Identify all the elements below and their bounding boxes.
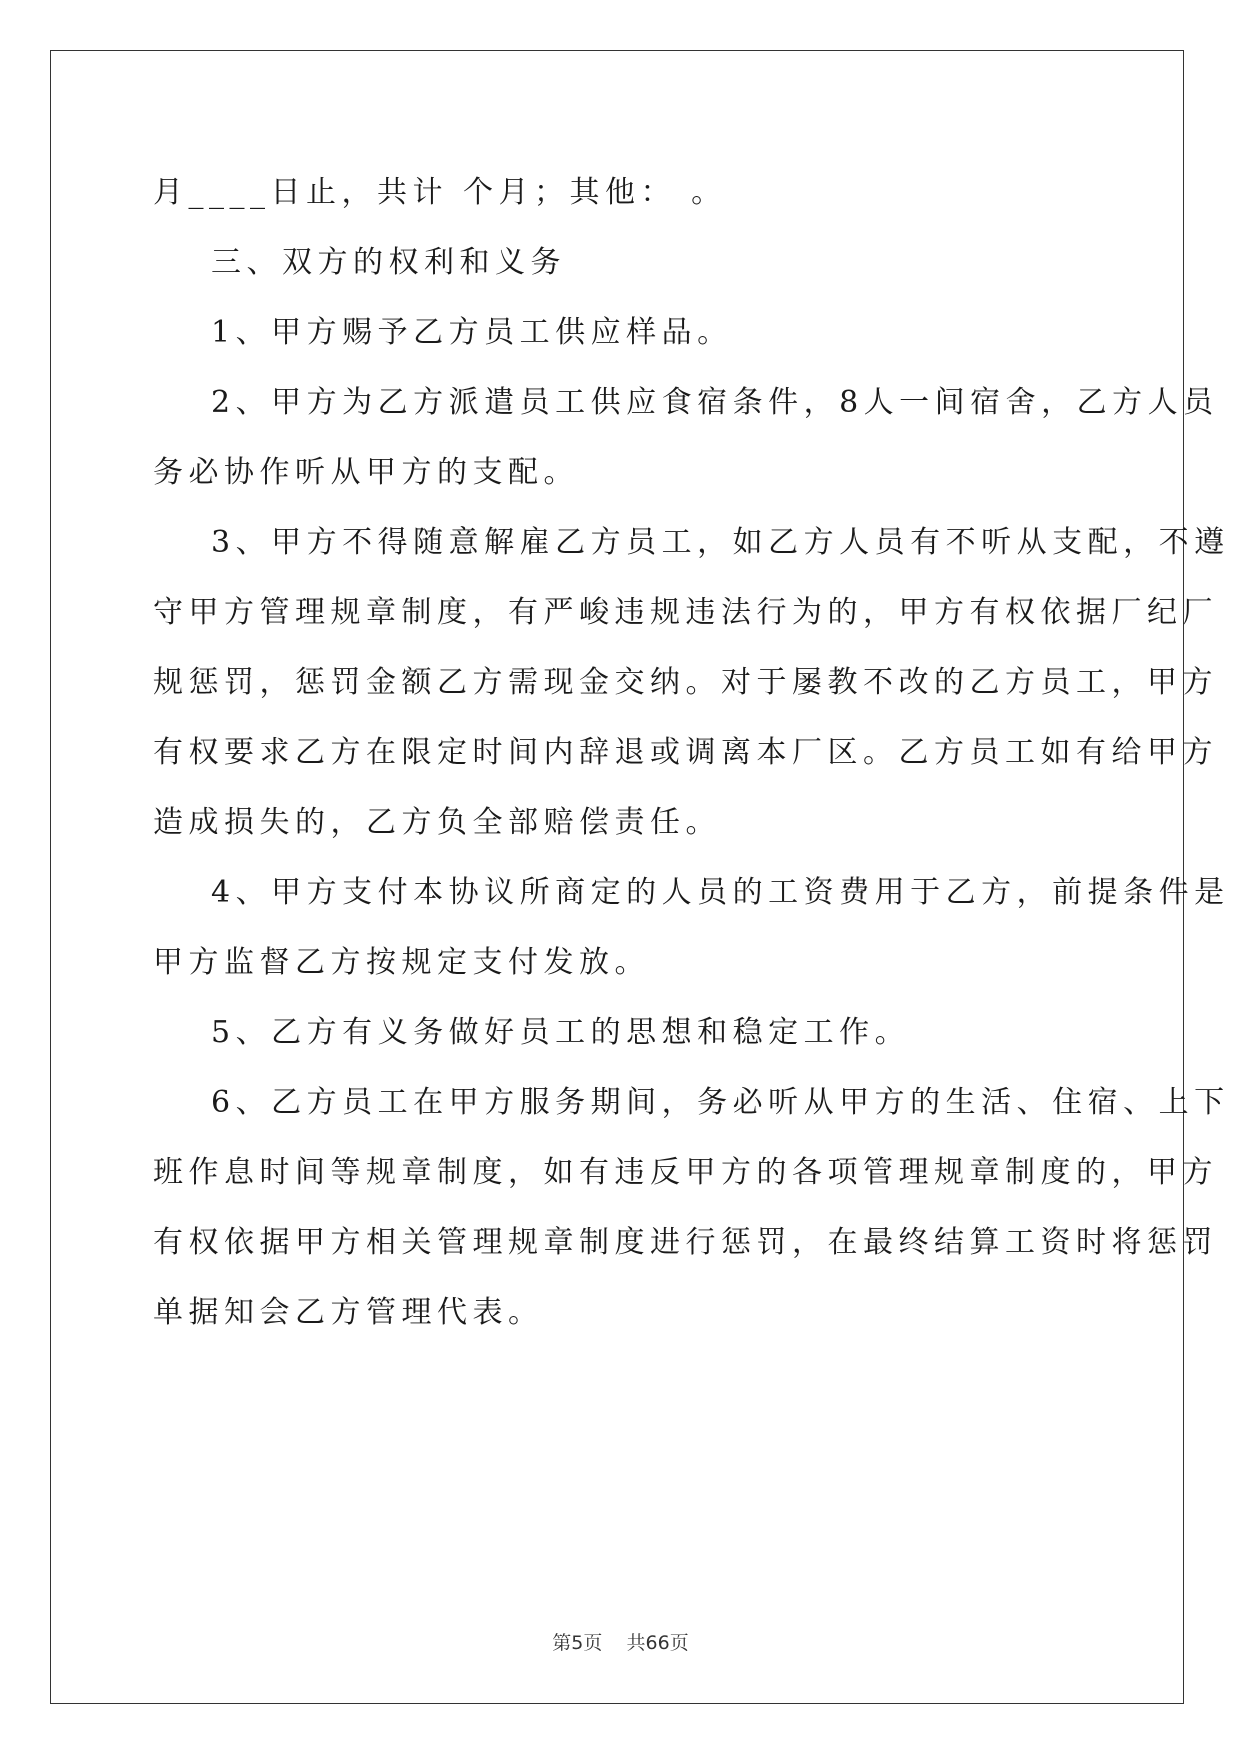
clause-5: 5、乙方有义务做好员工的思想和稳定工作。: [211, 1015, 911, 1050]
text-line: 月____日止，共计 个月；其他： 。: [153, 175, 727, 210]
page-number: 第5页: [552, 1632, 603, 1654]
text-line: 务必协作听从甲方的支配。: [153, 455, 579, 490]
clause-4: 4、甲方支付本协议所商定的人员的工资费用于乙方，前提条件是: [211, 875, 1230, 910]
document-body: [153, 158, 1230, 1348]
section-heading: 三、双方的权利和义务: [211, 245, 566, 280]
text-line: 规惩罚，惩罚金额乙方需现金交纳。对于屡教不改的乙方员工，甲方: [153, 665, 1218, 700]
text-line: 有权依据甲方相关管理规章制度进行惩罚，在最终结算工资时将惩罚: [153, 1225, 1218, 1260]
text-line: 造成损失的，乙方负全部赔偿责任。: [153, 805, 721, 840]
text-line: 守甲方管理规章制度，有严峻违规违法行为的，甲方有权依据厂纪厂: [153, 595, 1218, 630]
page-total: 共66页: [626, 1632, 689, 1654]
page-footer: [0, 1628, 1241, 1655]
text-line: 班作息时间等规章制度，如有违反甲方的各项管理规章制度的，甲方: [153, 1155, 1218, 1190]
text-line: 甲方监督乙方按规定支付发放。: [153, 945, 650, 980]
clause-6: 6、乙方员工在甲方服务期间，务必听从甲方的生活、住宿、上下: [211, 1085, 1230, 1120]
clause-3: 3、甲方不得随意解雇乙方员工，如乙方人员有不听从支配，不遵: [211, 525, 1230, 560]
footer-gap: [602, 1632, 626, 1654]
clause-2: 2、甲方为乙方派遣员工供应食宿条件，8人一间宿舍，乙方人员: [211, 385, 1219, 420]
text-line: 单据知会乙方管理代表。: [153, 1295, 544, 1330]
text-line: 有权要求乙方在限定时间内辞退或调离本厂区。乙方员工如有给甲方: [153, 735, 1218, 770]
clause-1: 1、甲方赐予乙方员工供应样品。: [211, 315, 733, 350]
